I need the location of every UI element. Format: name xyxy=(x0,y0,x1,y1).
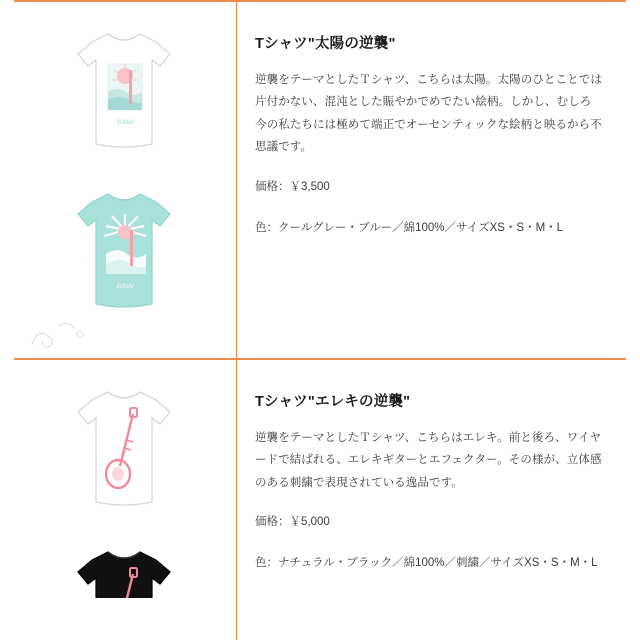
product-2-title: Tシャツ"エレキの逆襲" xyxy=(255,394,411,410)
product-card-2 xyxy=(14,358,626,640)
tshirt-black-guitar-image[interactable] xyxy=(34,538,214,598)
product-1-title: Tシャツ"太陽の逆襲" xyxy=(255,36,396,52)
svg-text:JUNAI: JUNAI xyxy=(116,120,134,126)
product-card-1 xyxy=(14,0,626,358)
tshirt-white-guitar-image[interactable] xyxy=(34,378,214,528)
product-2-info xyxy=(237,360,626,640)
product-2-media xyxy=(14,360,236,640)
product-1-description: 逆襲をテーマとしたＴシャツ、こちらは太陽。太陽のひとことでは片付かない、混沌とした賑やかでめでたい絵柄。しかし、むしろ今の私たちには極めて端正でオーセンティックな絵柄と映るから不思議です。 xyxy=(255,74,602,154)
product-1-media xyxy=(14,2,236,358)
product-1-info xyxy=(237,2,626,358)
product-2-description: 逆襲をテーマとしたＴシャツ、こちらはエレキ。前と後ろ、ワイヤードで結ばれる、エレキギターとエフェクター。その様が、立体感のある刺繍で表現されている逸品です。 xyxy=(255,432,602,489)
product-1-spec: 色：クールグレー・ブルー／綿100%／サイズXS・S・M・L xyxy=(255,221,564,234)
product-2-price: 価格：￥5,000 xyxy=(255,516,330,529)
tshirt-white-sun-image[interactable] xyxy=(34,20,214,170)
product-2-spec: 色：ナチュラル・ブラック／綿100%／刺繍／サイズXS・S・M・L xyxy=(255,557,598,570)
decorative-scribble xyxy=(28,314,98,354)
product-1-price: 価格：￥3,500 xyxy=(255,180,330,193)
tshirt-mint-sun-image[interactable] xyxy=(34,180,214,330)
svg-text:JUNAI: JUNAI xyxy=(116,284,134,290)
